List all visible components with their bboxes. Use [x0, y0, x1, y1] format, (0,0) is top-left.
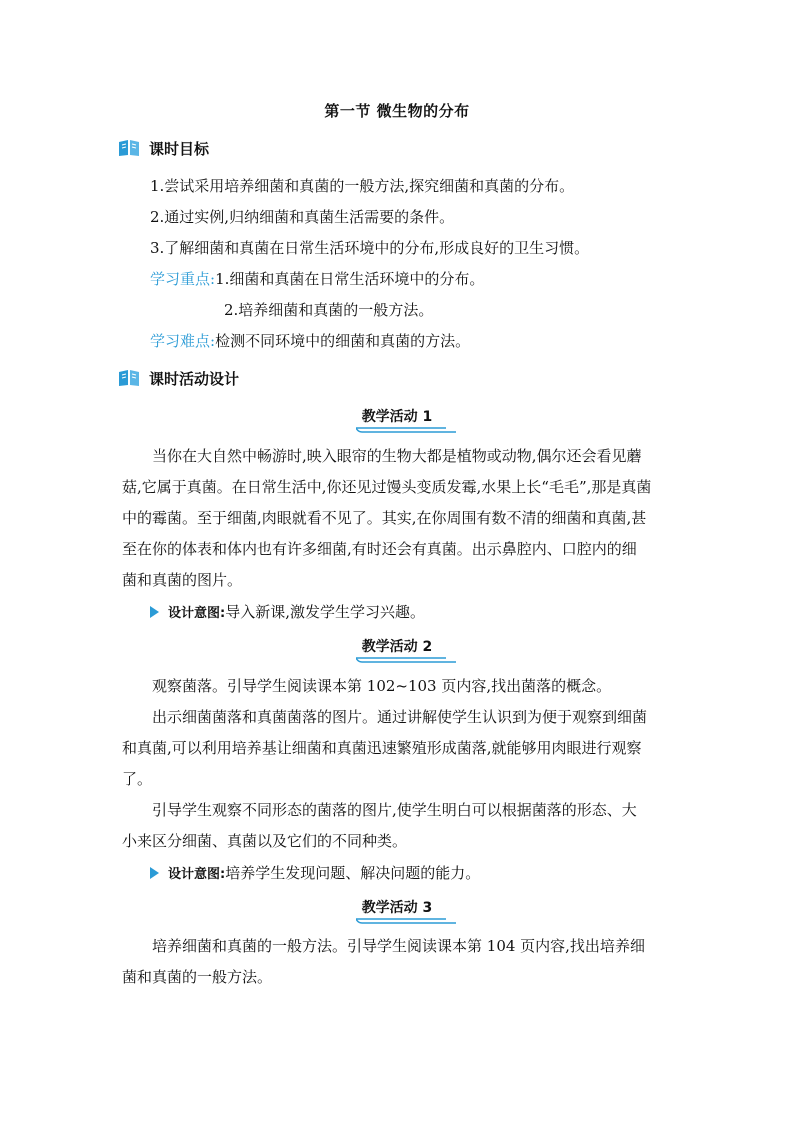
activity-2-paragraph-1 — [122, 671, 678, 702]
key-point-item: 1.细菌和真菌在日常生活环境中的分布。 — [215, 270, 485, 288]
activity-3-paragraph — [122, 931, 678, 993]
goal-item: 2.通过实例,归纳细菌和真菌生活需要的条件。 — [150, 208, 455, 226]
key-points-line — [150, 268, 484, 289]
activity-title-3 — [0, 897, 794, 921]
activity-title-1 — [0, 406, 794, 430]
activity-2-paragraph-2 — [122, 702, 678, 795]
activity-underline-decoration — [356, 655, 456, 663]
section-heading-goals — [118, 138, 209, 158]
section-heading-label: 课时目标 — [149, 139, 210, 158]
difficulty-text: 检测不同环境中的细菌和真菌的方法。 — [215, 332, 471, 350]
design-intent-label: 设计意图: — [168, 606, 226, 621]
goal-item: 3.了解细菌和真菌在日常生活环境中的分布,形成良好的卫生习惯。 — [150, 239, 590, 257]
difficulty-label: 学习难点: — [150, 332, 216, 350]
triangle-bullet-icon — [150, 867, 159, 879]
activity-2-paragraph-3 — [122, 795, 678, 857]
activity-title-text: 教学活动 2 — [361, 639, 433, 655]
open-book-icon — [118, 139, 140, 157]
paragraph-line: 和真菌,可以利用培养基让细菌和真菌迅速繁殖形成菌落,就能够用肉眼进行观察 — [122, 739, 642, 757]
paragraph-line: 培养细菌和真菌的一般方法。引导学生阅读课本第 104 页内容,找出培养细 — [152, 937, 645, 955]
section-heading-activities — [118, 368, 239, 388]
paragraph-line: 菇,它属于真菌。在日常生活中,你还见过馒头变质发霉,水果上长“毛毛”,那是真菌 — [122, 478, 652, 496]
activity-title-2 — [0, 636, 794, 660]
activity-title-text: 教学活动 3 — [361, 900, 433, 916]
activity-1-paragraph — [122, 441, 678, 596]
paragraph-line: 菌和真菌的一般方法。 — [122, 968, 273, 986]
paragraph-line: 小来区分细菌、真菌以及它们的不同种类。 — [122, 832, 408, 850]
paragraph-line: 了。 — [122, 770, 153, 788]
design-intent-label: 设计意图: — [168, 867, 226, 882]
activity-underline-decoration — [356, 425, 456, 433]
paragraph-line: 中的霉菌。至于细菌,肉眼就看不见了。其实,在你周围有数不清的细菌和真菌,甚 — [122, 509, 647, 527]
key-points-label: 学习重点: — [150, 270, 216, 288]
page-title: 第一节 微生物的分布 — [324, 102, 470, 120]
design-intent-1 — [150, 601, 425, 622]
goal-item: 1.尝试采用培养细菌和真菌的一般方法,探究细菌和真菌的分布。 — [150, 177, 575, 195]
paragraph-line: 至在你的体表和体内也有许多细菌,有时还会有真菌。出示鼻腔内、口腔内的细 — [122, 540, 637, 558]
paragraph-line: 观察菌落。引导学生阅读课本第 102~103 页内容,找出菌落的概念。 — [152, 677, 612, 695]
paragraph-line: 菌和真菌的图片。 — [122, 571, 243, 589]
paragraph-line: 当你在大自然中畅游时,映入眼帘的生物大都是植物或动物,偶尔还会看见蘑 — [152, 447, 642, 465]
open-book-icon — [118, 369, 140, 387]
key-point-item: 2.培养细菌和真菌的一般方法。 — [224, 301, 434, 319]
activity-title-text: 教学活动 1 — [361, 409, 433, 425]
activity-underline-decoration — [356, 916, 456, 924]
paragraph-line: 出示细菌菌落和真菌菌落的图片。通过讲解使学生认识到为便于观察到细菌 — [152, 708, 648, 726]
difficulty-line — [150, 330, 470, 351]
section-heading-label: 课时活动设计 — [149, 369, 240, 388]
triangle-bullet-icon — [150, 606, 159, 618]
design-intent-text: 导入新课,激发学生学习兴趣。 — [225, 603, 425, 621]
design-intent-2 — [150, 862, 480, 883]
design-intent-text: 培养学生发现问题、解决问题的能力。 — [225, 864, 481, 882]
paragraph-line: 引导学生观察不同形态的菌落的图片,使学生明白可以根据菌落的形态、大 — [152, 801, 637, 819]
